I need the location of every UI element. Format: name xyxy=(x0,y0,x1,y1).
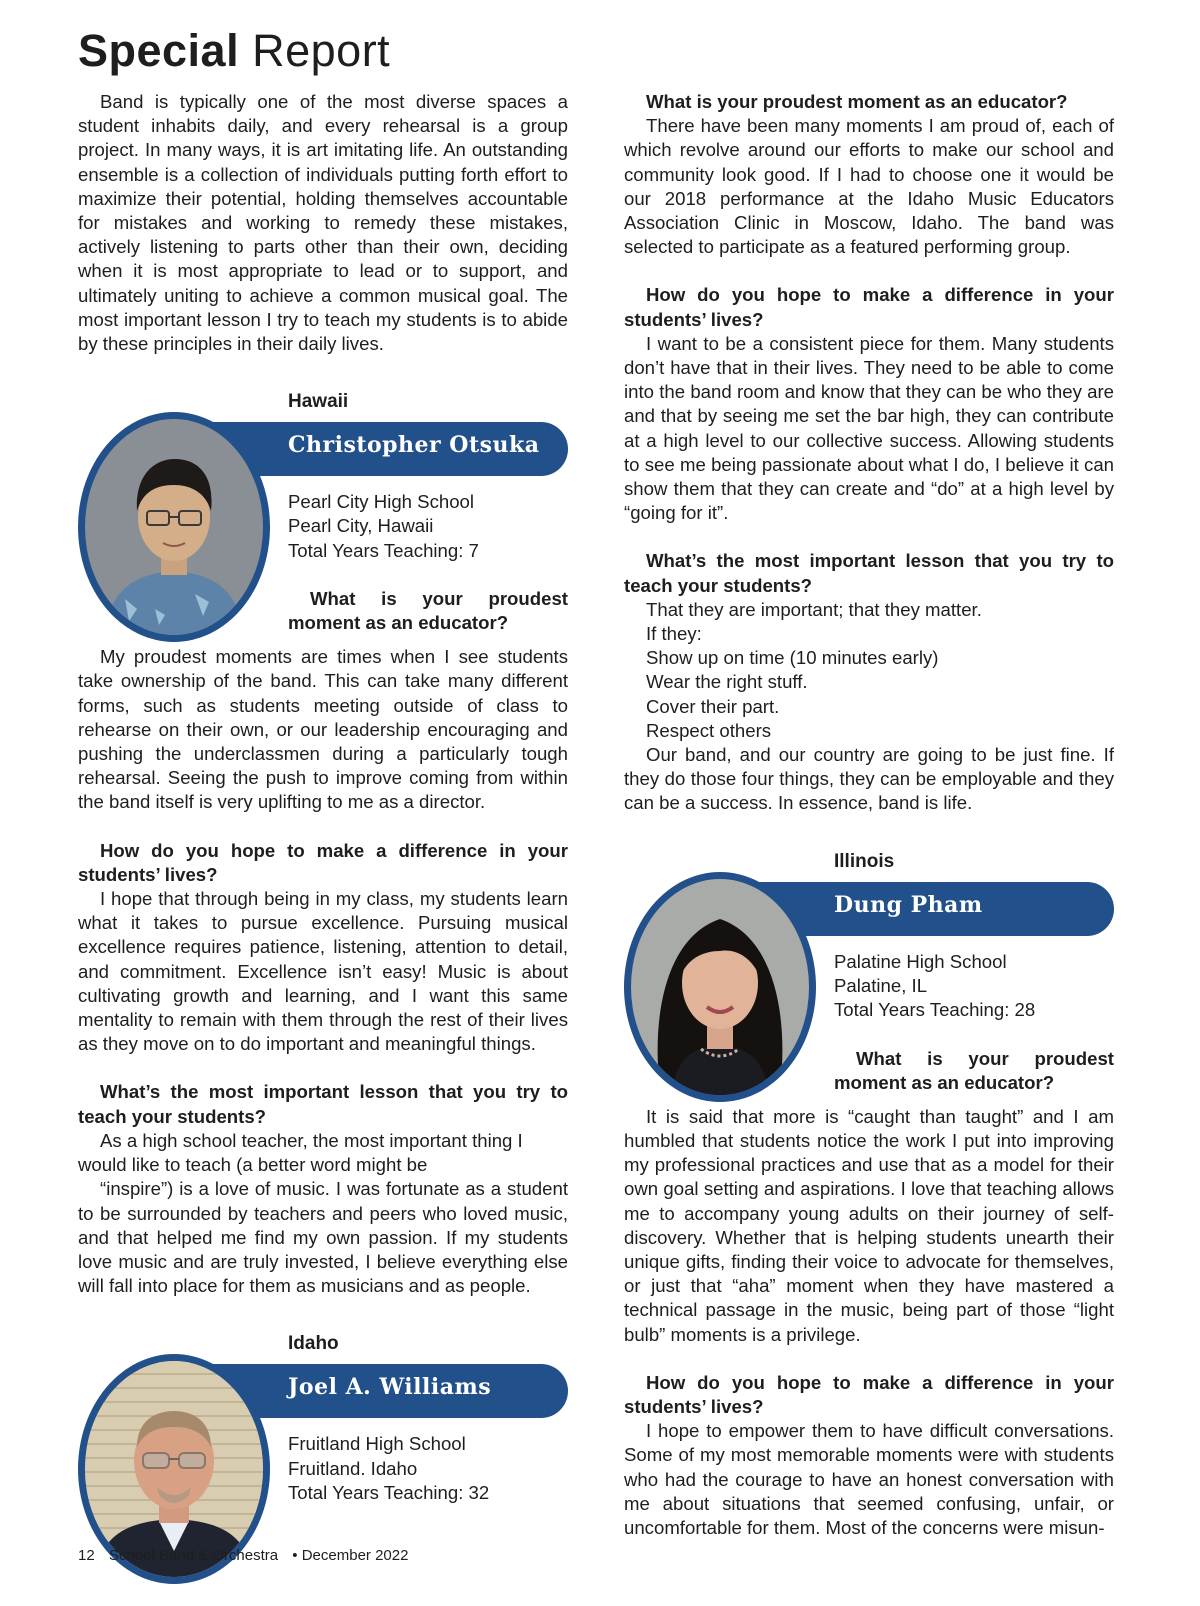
page-number: 12 xyxy=(78,1547,95,1564)
question-heading: How do you hope to make a difference in your students’ lives? xyxy=(78,839,568,885)
profile-state: Idaho xyxy=(288,1333,339,1355)
answer-paragraph: There have been many moments I am proud of, each of which revolve around our efforts to make our school and community look good. If I had to choose one it would be our 2018 performance at the Idaho Music Educators Association Clinic in Moscow, Idaho. The band was selected to participate as a featured performing group. xyxy=(624,115,1114,258)
answer-paragraph: Our band, and our country are going to be just fine. If they do those four things, they can be employable and they can be a success. In essence, band is life. xyxy=(624,744,1114,814)
profile-name: Joel A. Williams xyxy=(288,1374,492,1401)
question-heading: How do you hope to make a difference in your students’ lives? xyxy=(624,1371,1114,1417)
profile-state: Hawaii xyxy=(288,391,349,413)
header-light: Report xyxy=(252,25,391,76)
profile-name: Christopher Otsuka xyxy=(288,432,540,459)
list-item: Respect others xyxy=(646,719,772,741)
profile-years: Total Years Teaching: 28 xyxy=(834,999,1036,1021)
profile-photo xyxy=(624,872,816,1102)
question-heading: What is your proudest moment as an educator? xyxy=(834,1047,1114,1093)
profile-photo xyxy=(78,412,270,642)
answer-paragraph: I want to be a consistent piece for them. Many students don’t have that in their lives. They need to be able to come into the band room and know that they can be who they are and that by seeing me set the bar high, they can contribute at a high level to our collective success. Allowing students to see me being passionate about what I do, I believe it can show them that they can create and “do” at a high level by “going for it”. xyxy=(624,332,1114,524)
profile-williams xyxy=(78,1332,568,1562)
profile-info xyxy=(288,490,479,563)
question-heading: How do you hope to make a difference in your students’ lives? xyxy=(624,284,1114,330)
list-item: Show up on time (10 minutes early) xyxy=(646,647,939,669)
answer-paragraph: My proudest moments are times when I see students take ownership of the band. This can take many different forms, such as students meeting outside of class to rehearse on their own, or our leadership encouraging and pushing the underclassmen during a particularly tough rehearsal. Seeing the push to improve coming from within the band itself is very uplifting to me as a director. xyxy=(78,646,568,813)
page-footer xyxy=(78,1547,418,1564)
profile-otsuka xyxy=(78,390,568,645)
header-bold: Special xyxy=(78,25,240,76)
profile-info xyxy=(834,950,1035,1023)
answer-paragraph: I hope that through being in my class, my students learn what it takes to pursue excellence. Pursuing musical excellence requires patience, listening, attention to detail, and commitment. Excellence isn’t easy! Music is about cultivating growth and learning, and I want this same mentality to remain with them through the rest of their lives as they move on to do important and meaningful things. xyxy=(78,888,568,1055)
answer-paragraph: I hope to empower them to have difficult conversations. Some of my most memorable moments were with students who had the courage to have an honest conversation with me about situations that seemed confusing, unfair, or uncomfortable for them. Most of the concerns were misun- xyxy=(624,1420,1114,1538)
question-heading: What’s the most important lesson that you try to teach your students? xyxy=(624,550,1114,596)
list-item: If they: xyxy=(646,623,702,645)
profile-info xyxy=(288,1432,489,1505)
question-heading: What is your proudest moment as an educator? xyxy=(288,588,568,634)
section-header xyxy=(78,25,391,76)
list-item: That they are important; that they matter. xyxy=(646,598,982,620)
profile-city: Palatine, IL xyxy=(834,974,928,996)
question-heading: What is your proudest moment as an educator? xyxy=(646,91,1068,112)
left-column xyxy=(78,90,568,1562)
profile-years: Total Years Teaching: 32 xyxy=(288,1481,490,1503)
question-heading: What’s the most important lesson that you try to teach your students? xyxy=(78,1081,568,1127)
profile-city: Pearl City, Hawaii xyxy=(288,515,434,537)
profile-pham xyxy=(624,850,1114,1105)
intro-paragraph: Band is typically one of the most diverse spaces a student inhabits daily, and every rehearsal is a group project. In many ways, it is art imitating life. An outstanding ensemble is a collection of individuals putting forth effort to maximize their potential, holding themselves accountable for mistakes and working to remedy these mistakes, actively listening to parts other than their own, deciding when it is most appropriate to lead or to support, and ultimately uniting to achieve a common musical goal. The most important lesson I try to teach my students is to abide by these principles in their daily lives. xyxy=(78,91,568,355)
profile-name: Dung Pham xyxy=(834,891,983,918)
profile-school: Fruitland High School xyxy=(288,1433,466,1455)
magazine-title: School Band & Orchestra xyxy=(108,1547,279,1564)
right-column xyxy=(624,90,1114,1540)
list-item: Wear the right stuff. xyxy=(646,671,808,693)
answer-paragraph: It is said that more is “caught than taught” and I am humbled that students notice the work I put into improving my professional practices and use that as a model for their own goal setting and aspirations. I love that teaching allows me to accompany young adults on their journey of self-discovery. Whether that is helping students unearth their unique gifts, finding their voice to advocate for themselves, or just that “aha” moment when they have mastered a technical passage in the music, being part of those “light bulb” moments is a privilege. xyxy=(624,1105,1114,1345)
profile-school: Pearl City High School xyxy=(288,491,475,513)
profile-years: Total Years Teaching: 7 xyxy=(288,539,479,561)
profile-state: Illinois xyxy=(834,850,895,872)
answer-paragraph: “inspire”) is a love of music. I was fortunate as a student to be surrounded by teachers and peers who loved music, and that helped me find my own passion. If my students love music and are truly invested, I believe everything else will fall into place for them as musicians and as people. xyxy=(78,1178,568,1297)
profile-city: Fruitland. Idaho xyxy=(288,1457,418,1479)
profile-school: Palatine High School xyxy=(834,950,1007,972)
issue-date: • December 2022 xyxy=(292,1547,409,1564)
list-item: Cover their part. xyxy=(646,695,780,717)
answer-paragraph: As a high school teacher, the most important thing I would like to teach (a better word might be xyxy=(78,1129,523,1176)
